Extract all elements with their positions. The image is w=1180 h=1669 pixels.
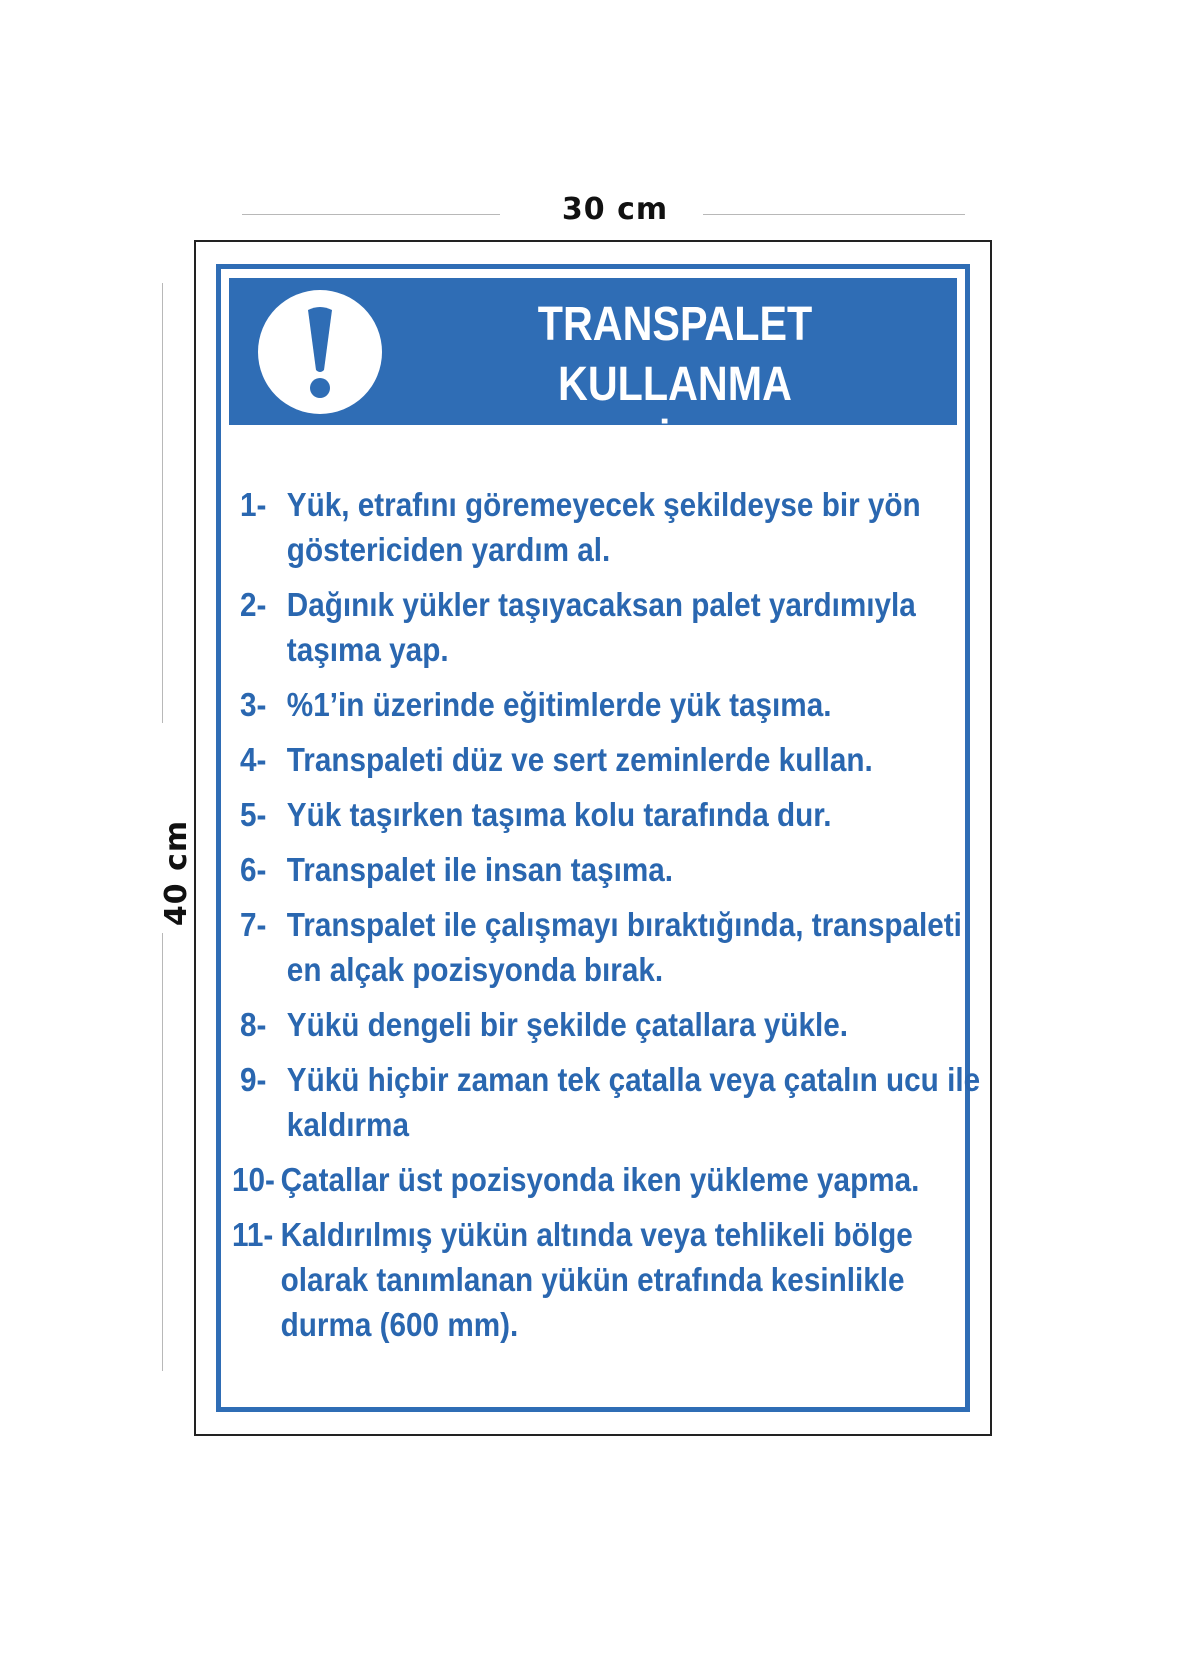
rule-number: 4- (240, 741, 267, 778)
sign-title (443, 295, 907, 475)
rule-text-line: taşıma yap. (286, 631, 449, 668)
rule-number: 1- (240, 486, 267, 523)
sign-title-line-2: TALİMATI (581, 418, 769, 471)
rule-text-line: kaldırma (286, 1106, 409, 1143)
rule-number: 7- (240, 906, 267, 943)
rule-text-line: Transpalet ile insan taşıma. (286, 851, 674, 888)
rule-text-line: durma (600 mm). (280, 1306, 519, 1343)
rule-item (240, 902, 1007, 992)
width-dimension-label: 30 cm (561, 192, 669, 227)
rule-text-line: Transpalet ile çalışmayı bıraktığında, transpaleti (286, 906, 962, 943)
rule-number: 8- (240, 1006, 267, 1043)
rule-text-line: en alçak pozisyonda bırak. (286, 951, 664, 988)
rule-text-line: Yük, etrafını göremeyecek şekildeyse bir yön (286, 486, 921, 523)
rule-item (240, 1057, 1007, 1147)
rule-number: 5- (240, 796, 267, 833)
rule-text-line: Dağınık yükler taşıyacaksan palet yardımıyla (286, 586, 916, 623)
rule-item (240, 737, 1007, 782)
rule-number: 2- (240, 586, 267, 623)
rule-item (240, 582, 1007, 672)
height-dimension-line-bottom (162, 933, 163, 1371)
rule-number: 11- (232, 1216, 274, 1253)
rule-text-line: Kaldırılmış yükün altında veya tehlikeli bölge (280, 1216, 913, 1253)
rule-text-line: Yükü dengeli bir şekilde çatallara yükle. (286, 1006, 849, 1043)
height-dimension-line-top (162, 283, 163, 723)
rule-item (232, 1157, 1001, 1202)
rule-item (240, 1002, 1007, 1047)
rule-number: 6- (240, 851, 267, 888)
rule-item (240, 482, 1007, 572)
rule-number: 3- (240, 686, 267, 723)
rule-text-line: olarak tanımlanan yükün etrafında kesinlikle (280, 1261, 905, 1298)
rule-text-line: Yük taşırken taşıma kolu tarafında dur. (286, 796, 832, 833)
rule-text-line: Çatallar üst pozisyonda iken yükleme yapma. (280, 1161, 920, 1198)
rule-number: 9- (240, 1061, 267, 1098)
exclamation-icon (258, 290, 382, 414)
rule-item (232, 1212, 1001, 1347)
width-dimension-line-right (703, 214, 965, 215)
width-dimension-line-left (242, 214, 500, 215)
rule-text-line: göstericiden yardım al. (286, 531, 611, 568)
rules-list (232, 482, 981, 1357)
rule-item (240, 682, 1007, 727)
rule-item (240, 847, 1007, 892)
rule-text-line: Transpaleti düz ve sert zeminlerde kullan. (286, 741, 873, 778)
rule-item (240, 792, 1007, 837)
sign-title-line-1: TRANSPALET KULLANMA (537, 298, 813, 411)
height-dimension-label: 40 cm (159, 819, 194, 927)
rule-text-line: Yükü hiçbir zaman tek çatalla veya çatalın ucu ile (286, 1061, 981, 1098)
rule-text-line: %1’in üzerinde eğitimlerde yük taşıma. (286, 686, 832, 723)
rule-number: 10- (232, 1161, 275, 1198)
